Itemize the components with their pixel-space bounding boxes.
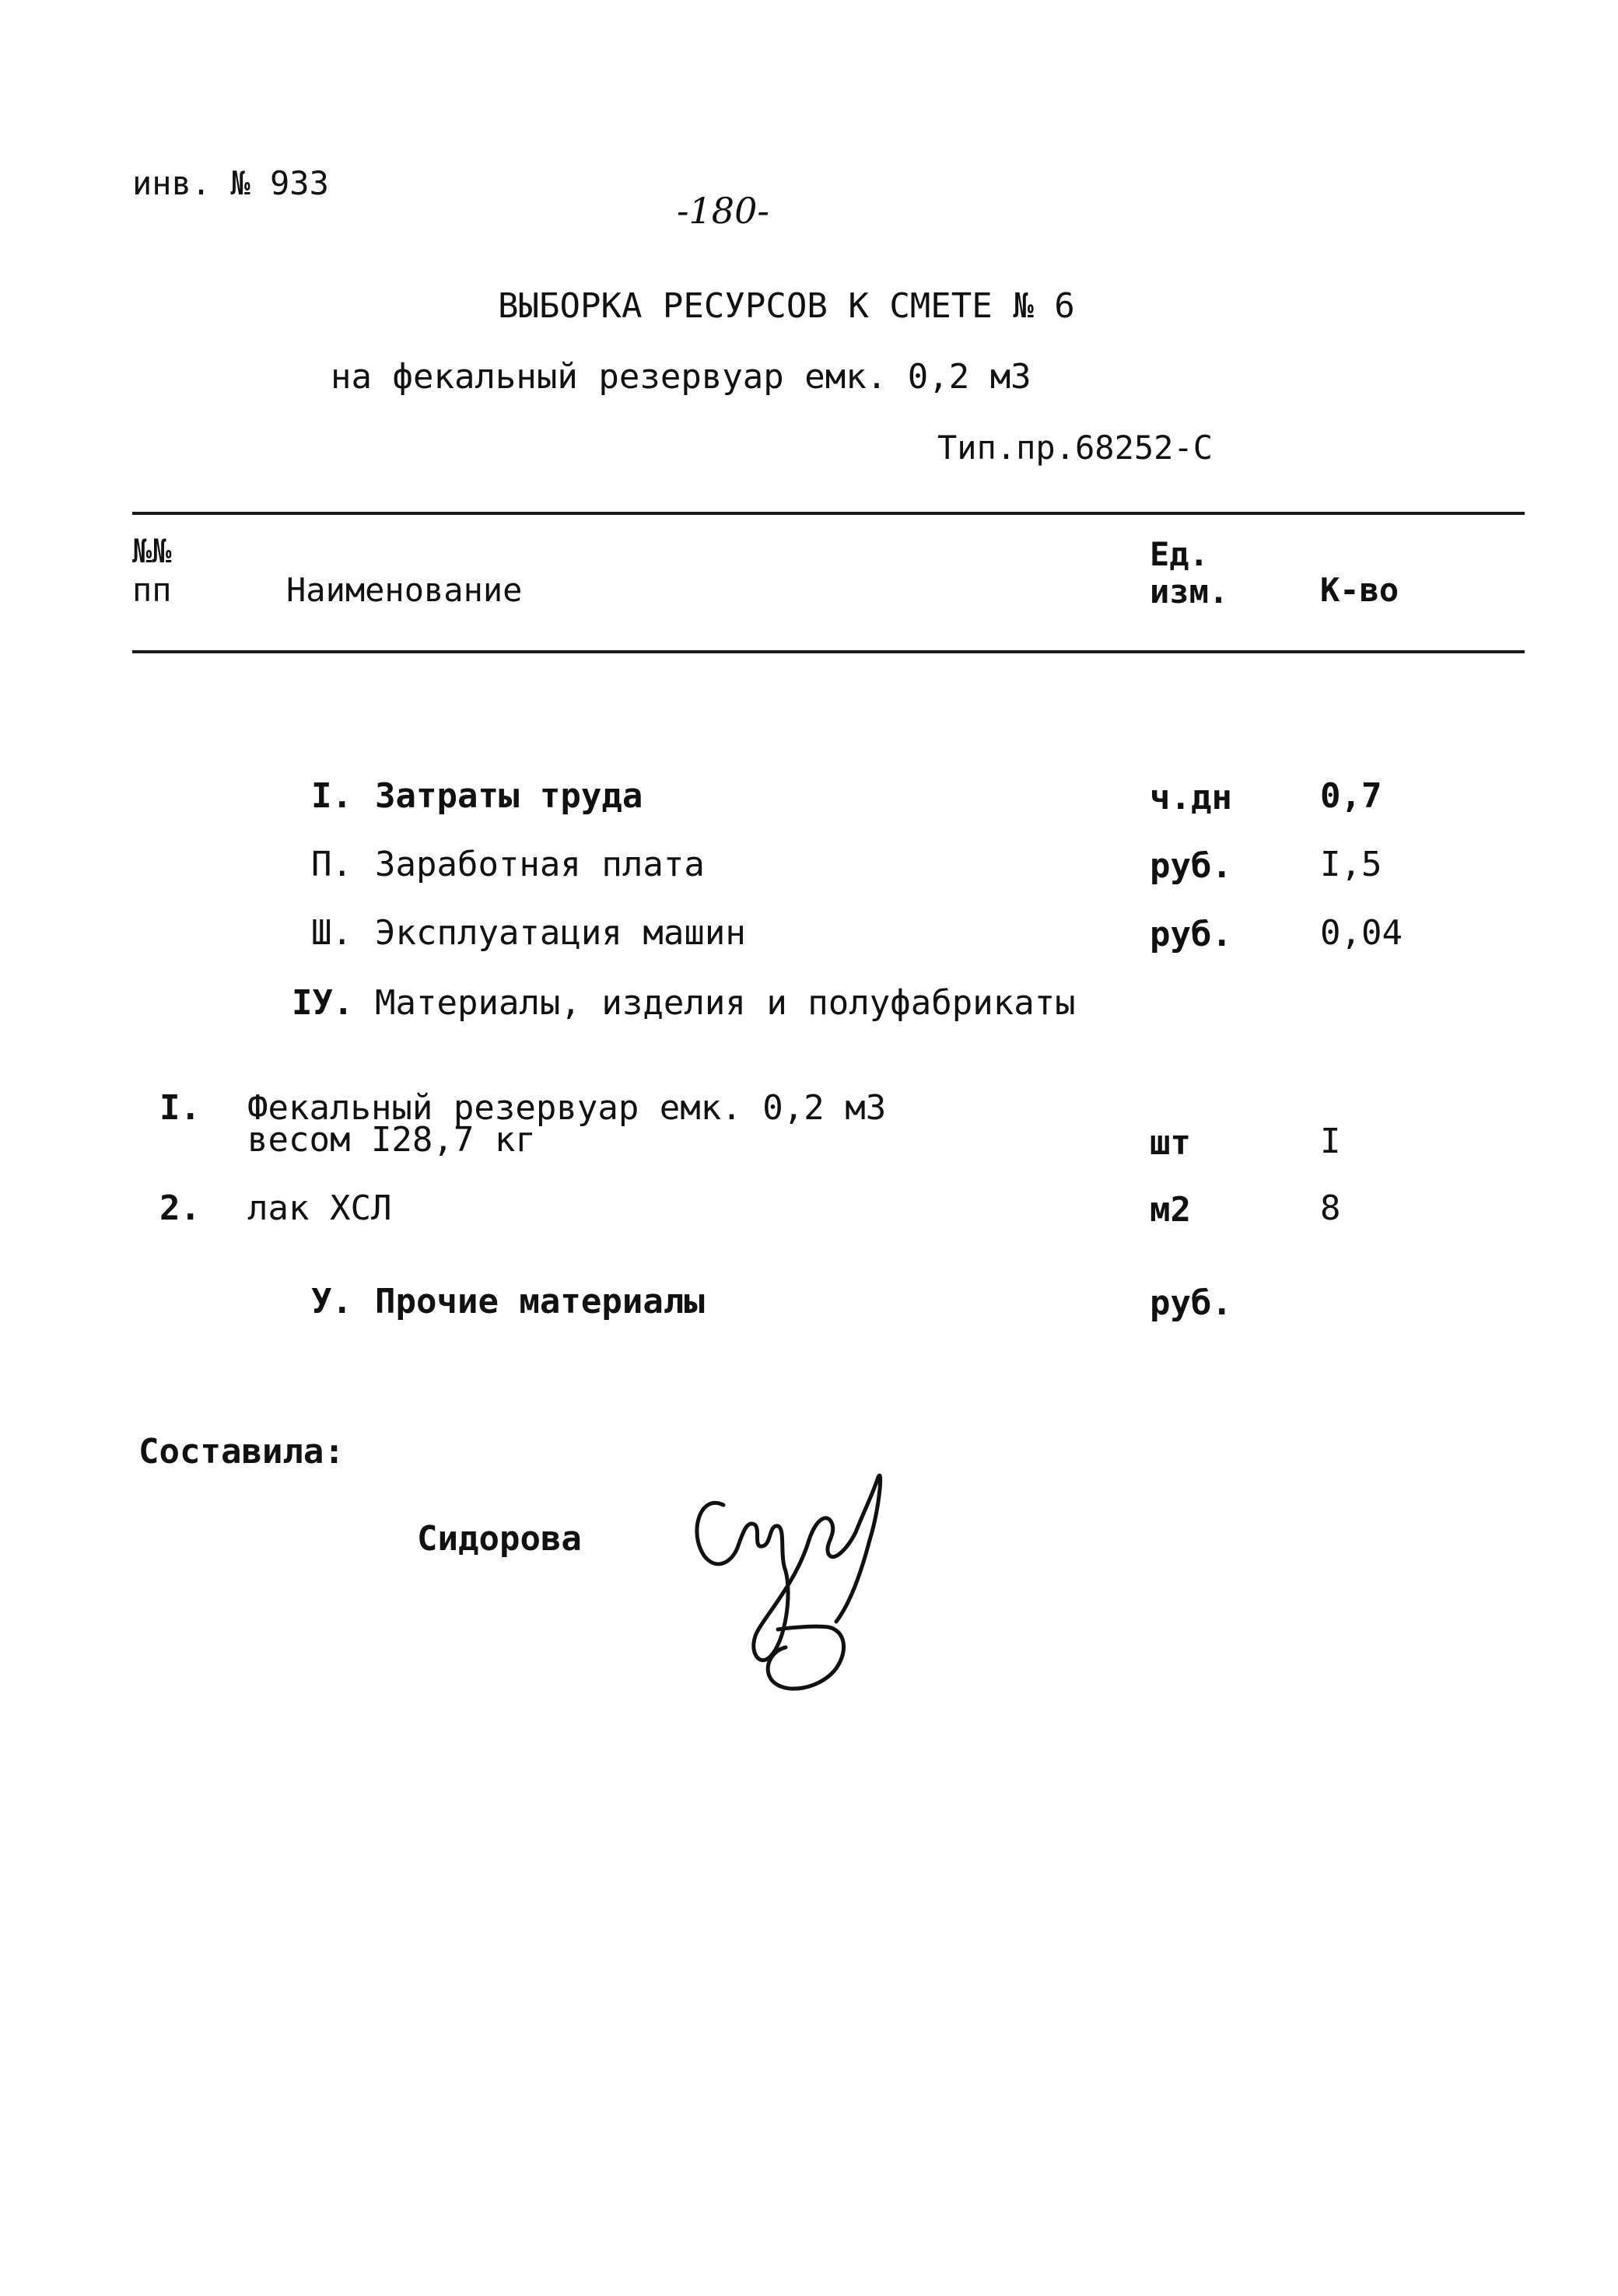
column-header-unit-line2: изм. [1150,572,1229,611]
section-unit: руб. [1150,915,1232,954]
section-name: Материалы, изделия и полуфабрикаты [375,983,1076,1023]
section-number: Ш. [311,913,352,953]
section-qty: I,5 [1320,845,1382,884]
document-title: ВЫБОРКА РЕСУРСОВ К СМЕТЕ № 6 [498,286,1075,326]
section-qty: 0,04 [1320,913,1403,953]
material-name: Фекальный резервуар емк. 0,2 м3 [247,1088,887,1128]
section-unit: ч.дн [1150,778,1232,817]
column-header-qty: К-во [1320,571,1399,609]
section-name: Прочие материалы [375,1282,705,1321]
section-name: Затраты труда [375,776,643,816]
column-header-num-line2: пп [132,571,172,609]
column-header-unit-line1: Ед. [1150,535,1209,573]
compiled-by-label: Составила: [138,1432,345,1472]
section-unit: руб. [1150,1283,1232,1323]
section-number: IУ. [292,983,354,1023]
material-number: I. [159,1088,201,1128]
material-qty: I [1320,1122,1341,1161]
section-name: Эксплуатация машин [375,913,746,953]
page-number: -180- [677,190,769,232]
inventory-number: инв. № 933 [132,164,329,202]
table-header-rule [132,650,1525,653]
material-name-weight: весом I28,7 кг [247,1120,536,1160]
section-qty: 0,7 [1320,776,1382,816]
column-header-num-line1: №№ [132,532,172,570]
project-code: Тип.пр.68252-С [937,429,1214,467]
section-unit: руб. [1150,846,1232,886]
section-number: I. [311,776,352,816]
column-header-name: Наименование [286,571,523,609]
table-top-rule [132,512,1525,515]
section-name: Заработная плата [375,845,705,884]
material-name: лак ХСЛ [247,1188,392,1228]
compiler-name: Сидорова [417,1519,582,1559]
document-subtitle: на фекальный резервуар емк. 0,2 м3 [331,357,1031,397]
section-number: П. [311,845,352,884]
material-number: 2. [159,1188,201,1228]
material-unit: м2 [1150,1190,1191,1230]
section-number: У. [311,1282,352,1321]
handwritten-signature [669,1447,918,1711]
material-qty: 8 [1320,1188,1341,1228]
material-unit: шт [1150,1123,1191,1163]
